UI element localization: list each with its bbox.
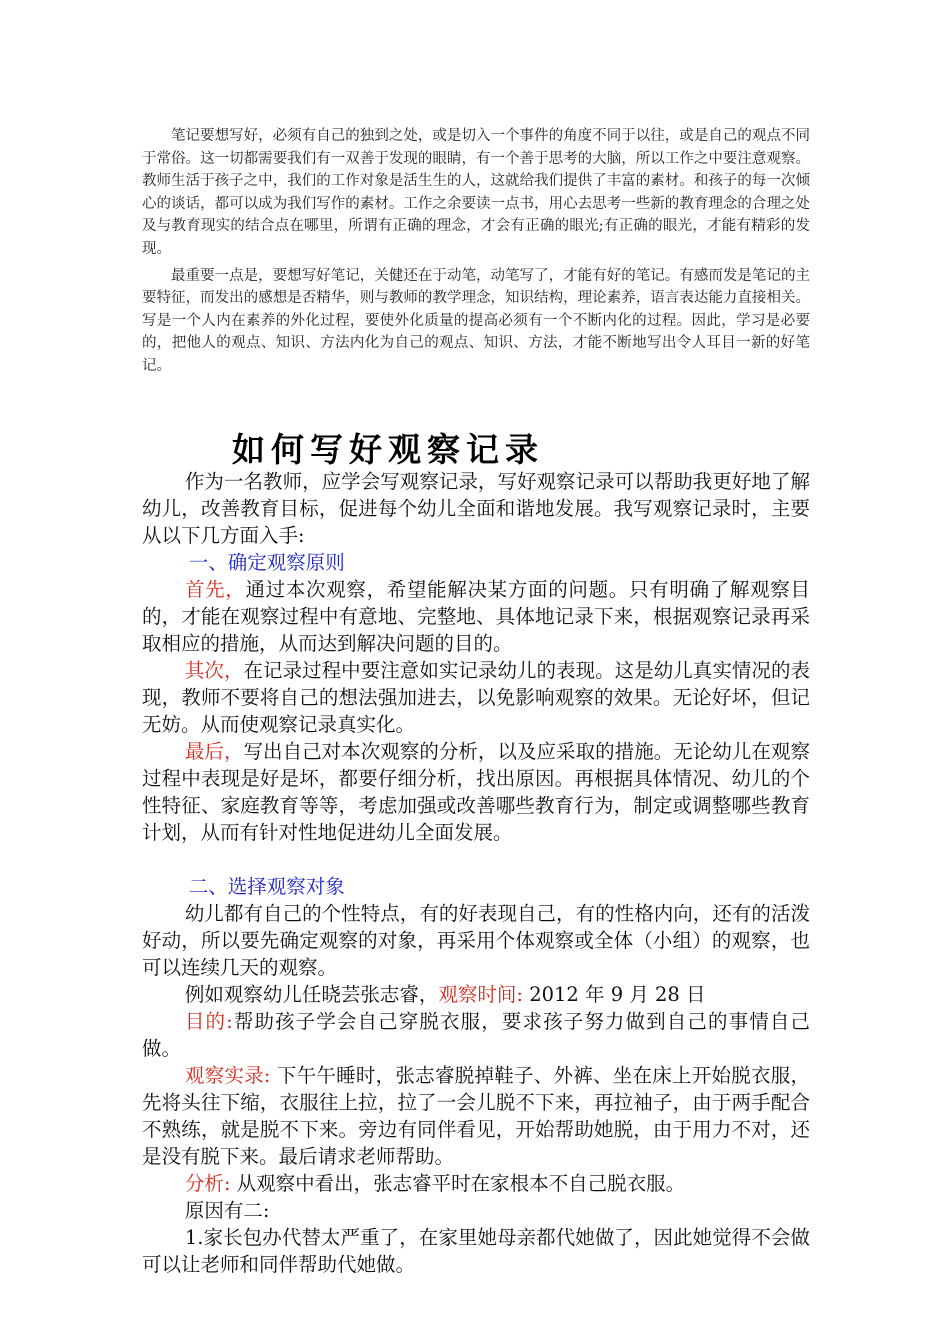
section-heading-1: 一、确定观察原则 xyxy=(188,551,345,574)
paragraph-analysis xyxy=(142,1170,810,1197)
text-purpose: 帮助孩子学会自己穿脱衣服，要求孩子努力做到自己的事情自己做。 xyxy=(142,1010,810,1060)
notes-section xyxy=(142,125,810,378)
lead-paragraph: 作为一名教师，应学会写观察记录，写好观察记录可以帮助我更好地了解幼儿，改善教育目标，促进每个幼儿全面和谐地发展。我写观察记录时，主要从以下几方面入手: xyxy=(142,470,810,547)
label-second: 其次， xyxy=(184,659,244,682)
text-last: 写出自己对本次观察的分析，以及应采取的措施。无论幼儿在观察过程中表现是好是坏，都要仔细分析，找出原因。再根据具体情况、幼儿的个性特征、家庭教育等等，考虑加强或改善哪些教育行为，制定或调整哪些教育计划，从而有针对性地促进幼儿全面发展。 xyxy=(142,740,810,844)
label-first: 首先， xyxy=(184,578,246,601)
paragraph-first xyxy=(142,576,810,657)
paragraph-example xyxy=(142,981,810,1008)
section-heading-2: 二、选择观察对象 xyxy=(188,875,345,898)
label-purpose: 目的: xyxy=(184,1010,233,1033)
notes-paragraph-1: 笔记要想写好，必须有自己的独到之处，或是切入一个事件的角度不同于以往，或是自己的观点不同于常俗。这一切都需要我们有一双善于发现的眼睛，有一个善于思考的大脑，所以工作之中要注意观察。教师生活于孩子之中，我们的工作对象是活生生的人，这就给我们提供了丰富的素材。和孩子的每一次倾心的谈话，都可以成为我们写作的素材。工作之余要读一点书，用心去思考一些新的教育理念的合理之处及与教育现实的结合点在哪里，所谓有正确的理念，才会有正确的眼光;有正确的眼光，才能有精彩的发现。 xyxy=(142,128,810,257)
text-analysis: 从观察中看出，张志睿平时在家根本不自己脱衣服。 xyxy=(236,1172,686,1195)
notes-paragraph-2: 最重要一点是，要想写好笔记，关健还在于动笔，动笔写了，才能有好的笔记。有感而发是笔记的主要特征，而发出的感想是否精华，则与教师的教学理念，知识结构，理论素养，语言表达能力直接相关。写是一个人内在素养的外化过程，要使外化质量的提高必须有一个不断内化的过程。因此，学习是必要的，把他人的观点、知识、方法内化为自己的观点、知识、方法，才能不断地写出令人耳目一新的好笔记。 xyxy=(142,267,810,374)
label-observe-time: 观察时间: xyxy=(438,983,523,1006)
paragraph-record xyxy=(142,1062,810,1170)
paragraph-purpose xyxy=(142,1008,810,1062)
paragraph-section2-intro: 幼儿都有自己的个性特点，有的好表现自己，有的性格内向，还有的活泼好动，所以要先确定观察的对象，再采用个体观察或全体（小组）的观察，也可以连续几天的观察。 xyxy=(142,902,810,979)
text-second: 在记录过程中要注意如实记录幼儿的表现。这是幼儿真实情况的表现，教师不要将自己的想法强加进去，以免影响观察的效果。无论好坏，但记无妨。从而使观察记录真实化。 xyxy=(142,659,810,736)
article-title: 如何写好观察记录 xyxy=(232,430,544,469)
label-last: 最后， xyxy=(184,740,244,763)
example-text: 例如观察幼儿任晓芸张志睿， xyxy=(184,983,439,1006)
text-record: 下午午睡时，张志睿脱掉鞋子、外裤、坐在床上开始脱衣服，先将头往下缩，衣服往上拉，拉了一会儿脱不下来，再拉袖子，由于两手配合不熟练，就是脱不下来。旁边有同伴看见，开始帮助她脱，由于用力不对，还是没有脱下来。最后请求老师帮助。 xyxy=(142,1064,810,1168)
label-record: 观察实录: xyxy=(184,1064,271,1087)
paragraph-reason-1: 1.家长包办代替太严重了，在家里她母亲都代她做了，因此她觉得不会做可以让老师和同伴帮助代她做。 xyxy=(142,1226,810,1276)
text-first: 通过本次观察，希望能解决某方面的问题。只有明确了解观察目的，才能在观察过程中有意地、完整地、具体地记录下来，根据观察记录再采取相应的措施，从而达到解决问题的目的。 xyxy=(142,578,810,655)
paragraph-reasons: 原因有二: xyxy=(184,1199,270,1222)
observe-time-value: 2012 年 9 月 28 日 xyxy=(529,983,706,1006)
paragraph-last xyxy=(142,738,810,846)
label-analysis: 分析: xyxy=(184,1172,231,1195)
paragraph-second xyxy=(142,657,810,738)
article-body xyxy=(142,468,810,1278)
section-spacer xyxy=(142,846,810,873)
